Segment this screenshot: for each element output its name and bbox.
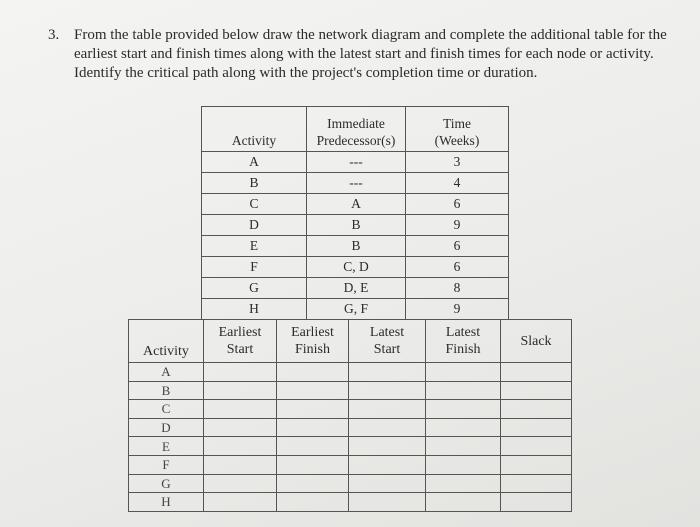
activity-cell: D bbox=[129, 418, 204, 437]
table-row: D B 9 bbox=[202, 215, 509, 236]
question-number: 3. bbox=[48, 27, 60, 43]
table-row: B --- 4 bbox=[202, 173, 509, 194]
answer-table-header-row bbox=[129, 320, 572, 363]
activity-cell: F bbox=[129, 455, 204, 474]
table-row bbox=[129, 474, 572, 493]
table-row: A --- 3 bbox=[202, 152, 509, 173]
table-row: F C, D 6 bbox=[202, 257, 509, 278]
header-latest-start: Latest Start bbox=[349, 320, 426, 363]
schedule-answer-table bbox=[128, 319, 572, 512]
table-row: H G, F 9 bbox=[202, 299, 509, 320]
table-row: E B 6 bbox=[202, 236, 509, 257]
activity-input-table bbox=[201, 106, 509, 320]
activity-cell: A bbox=[129, 363, 204, 382]
header-earliest-start: Earliest Start bbox=[204, 320, 277, 363]
question-text: From the table provided below draw the network diagram and complete the additional table for the earliest start and finish times along with the latest start and finish times for each node or activity. Identify the critical path along with the project's completion time or duration. bbox=[74, 27, 667, 81]
activity-cell: G bbox=[129, 474, 204, 493]
activity-cell: B bbox=[129, 381, 204, 400]
header-earliest-finish: Earliest Finish bbox=[277, 320, 349, 363]
header-immediate-predecessors: Immediate Predecessor(s) bbox=[307, 107, 406, 152]
table-row bbox=[129, 493, 572, 512]
activity-cell: H bbox=[129, 493, 204, 512]
table-row bbox=[129, 381, 572, 400]
activity-cell: E bbox=[129, 437, 204, 456]
header-slack: Slack bbox=[501, 320, 572, 363]
table-row: G D, E 8 bbox=[202, 278, 509, 299]
header-activity: Activity bbox=[202, 107, 307, 152]
table-row bbox=[129, 418, 572, 437]
table-row bbox=[129, 400, 572, 419]
table-row: C A 6 bbox=[202, 194, 509, 215]
header-time-weeks: Time (Weeks) bbox=[406, 107, 509, 152]
table-row bbox=[129, 437, 572, 456]
header-latest-finish: Latest Finish bbox=[426, 320, 501, 363]
activity-cell: C bbox=[129, 400, 204, 419]
table-row bbox=[129, 363, 572, 382]
table-row bbox=[129, 455, 572, 474]
input-table-header-row bbox=[202, 107, 509, 152]
header-activity: Activity bbox=[129, 320, 204, 363]
